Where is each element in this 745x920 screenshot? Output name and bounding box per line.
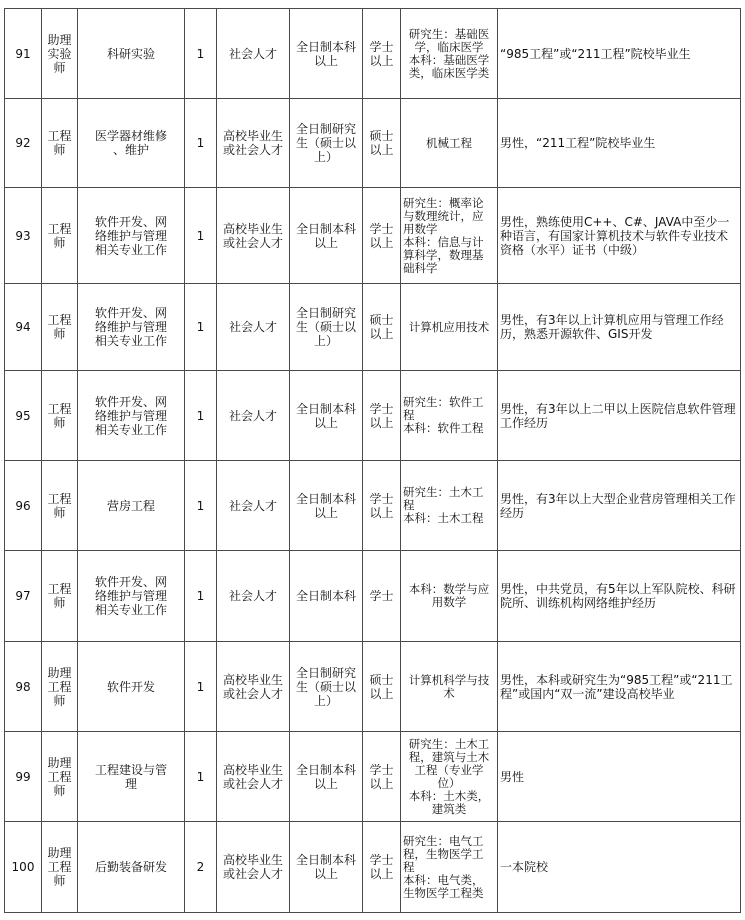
major: 研究生：软件工 程 本科：软件工程 (401, 371, 498, 461)
row-number: 96 (5, 461, 42, 551)
degree: 学士 以上 (363, 732, 401, 822)
degree: 学士 以上 (363, 461, 401, 551)
education: 全日制本科 以上 (290, 461, 363, 551)
row-number: 97 (5, 551, 42, 642)
table-row (5, 284, 741, 371)
table-row (5, 461, 741, 551)
post-title: 工程 师 (42, 371, 78, 461)
row-number: 99 (5, 732, 42, 822)
job-name: 营房工程 (78, 461, 185, 551)
education: 全日制本科 以上 (290, 822, 363, 913)
job-name: 软件开发、网 络维护与管理 相关专业工作 (78, 371, 185, 461)
other-requirements: 男性，熟练使用C++、C#、JAVA中至少一种语言，有国家计算机技术与软件专业技术资格（水平）证书（中级） (498, 188, 741, 284)
job-name: 软件开发、网 络维护与管理 相关专业工作 (78, 551, 185, 642)
row-number: 98 (5, 642, 42, 732)
degree: 硕士 以上 (363, 284, 401, 371)
job-name: 软件开发 (78, 642, 185, 732)
job-name: 科研实验 (78, 9, 185, 99)
row-number: 91 (5, 9, 42, 99)
headcount: 1 (185, 551, 217, 642)
education: 全日制研究 生（硕士以 上） (290, 99, 363, 188)
candidate-source: 高校毕业生 或社会人才 (217, 732, 290, 822)
table-body (5, 9, 741, 913)
headcount: 1 (185, 9, 217, 99)
education: 全日制研究 生（硕士以 上） (290, 284, 363, 371)
candidate-source: 高校毕业生 或社会人才 (217, 99, 290, 188)
headcount: 2 (185, 822, 217, 913)
degree: 学士 (363, 551, 401, 642)
post-title: 工程 师 (42, 551, 78, 642)
headcount: 1 (185, 642, 217, 732)
education: 全日制本科 (290, 551, 363, 642)
post-title: 工程 师 (42, 99, 78, 188)
candidate-source: 高校毕业生 或社会人才 (217, 642, 290, 732)
candidate-source: 高校毕业生 或社会人才 (217, 188, 290, 284)
headcount: 1 (185, 99, 217, 188)
table-row (5, 551, 741, 642)
other-requirements: 男性，中共党员，有5年以上军队院校、科研院所、训练机构网络维护经历 (498, 551, 741, 642)
post-title: 助理 工程 师 (42, 822, 78, 913)
headcount: 1 (185, 284, 217, 371)
other-requirements: 男性，“211工程”院校毕业生 (498, 99, 741, 188)
education: 全日制本科 以上 (290, 371, 363, 461)
table-row (5, 822, 741, 913)
candidate-source: 社会人才 (217, 371, 290, 461)
major: 研究生：概率论 与数理统计，应 用数学 本科：信息与计 算科学，数理基 础科学 (401, 188, 498, 284)
table-row (5, 732, 741, 822)
post-title: 工程 师 (42, 188, 78, 284)
degree: 学士 以上 (363, 822, 401, 913)
headcount: 1 (185, 461, 217, 551)
education: 全日制本科 以上 (290, 732, 363, 822)
degree: 硕士 以上 (363, 99, 401, 188)
major: 机械工程 (401, 99, 498, 188)
degree: 学士 以上 (363, 9, 401, 99)
row-number: 100 (5, 822, 42, 913)
other-requirements: 一本院校 (498, 822, 741, 913)
education: 全日制本科 以上 (290, 188, 363, 284)
row-number: 95 (5, 371, 42, 461)
job-name: 医学器材维修 、维护 (78, 99, 185, 188)
major: 研究生：土木工 程 本科：土木工程 (401, 461, 498, 551)
education: 全日制研究 生（硕士以 上） (290, 642, 363, 732)
other-requirements: 男性，有3年以上大型企业营房管理相关工作经历 (498, 461, 741, 551)
table-row (5, 188, 741, 284)
degree: 学士 以上 (363, 188, 401, 284)
post-title: 助理 工程 师 (42, 732, 78, 822)
job-name: 工程建设与管 理 (78, 732, 185, 822)
headcount: 1 (185, 188, 217, 284)
recruitment-table (4, 8, 741, 913)
post-title: 工程 师 (42, 284, 78, 371)
other-requirements: 男性 (498, 732, 741, 822)
other-requirements: 男性，有3年以上计算机应用与管理工作经历，熟悉开源软件、GIS开发 (498, 284, 741, 371)
other-requirements: 男性，本科或研究生为“985工程”或“211工程”或国内“双一流”建设高校毕业 (498, 642, 741, 732)
candidate-source: 社会人才 (217, 551, 290, 642)
education: 全日制本科 以上 (290, 9, 363, 99)
major: 研究生：电气工 程，生物医学工 程 本科：电气类， 生物医学工程类 (401, 822, 498, 913)
job-name: 软件开发、网 络维护与管理 相关专业工作 (78, 284, 185, 371)
candidate-source: 社会人才 (217, 9, 290, 99)
major: 计算机应用技术 (401, 284, 498, 371)
candidate-source: 社会人才 (217, 461, 290, 551)
table-row (5, 9, 741, 99)
table-row (5, 371, 741, 461)
major: 本科：数学与应 用数学 (401, 551, 498, 642)
major: 计算机科学与技 术 (401, 642, 498, 732)
headcount: 1 (185, 371, 217, 461)
candidate-source: 高校毕业生 或社会人才 (217, 822, 290, 913)
table-row (5, 642, 741, 732)
table-row (5, 99, 741, 188)
degree: 学士 以上 (363, 371, 401, 461)
major: 研究生：土木工 程，建筑与土木 工程（专业学 位） 本科：土木类， 建筑类 (401, 732, 498, 822)
degree: 硕士 以上 (363, 642, 401, 732)
other-requirements: 男性，有3年以上二甲以上医院信息软件管理工作经历 (498, 371, 741, 461)
candidate-source: 社会人才 (217, 284, 290, 371)
row-number: 94 (5, 284, 42, 371)
headcount: 1 (185, 732, 217, 822)
post-title: 助理 实验 师 (42, 9, 78, 99)
row-number: 93 (5, 188, 42, 284)
other-requirements: “985工程”或“211工程”院校毕业生 (498, 9, 741, 99)
job-name: 软件开发、网 络维护与管理 相关专业工作 (78, 188, 185, 284)
major: 研究生：基础医 学，临床医学 本科：基础医学 类，临床医学类 (401, 9, 498, 99)
post-title: 工程 师 (42, 461, 78, 551)
post-title: 助理 工程 师 (42, 642, 78, 732)
job-name: 后勤装备研发 (78, 822, 185, 913)
row-number: 92 (5, 99, 42, 188)
